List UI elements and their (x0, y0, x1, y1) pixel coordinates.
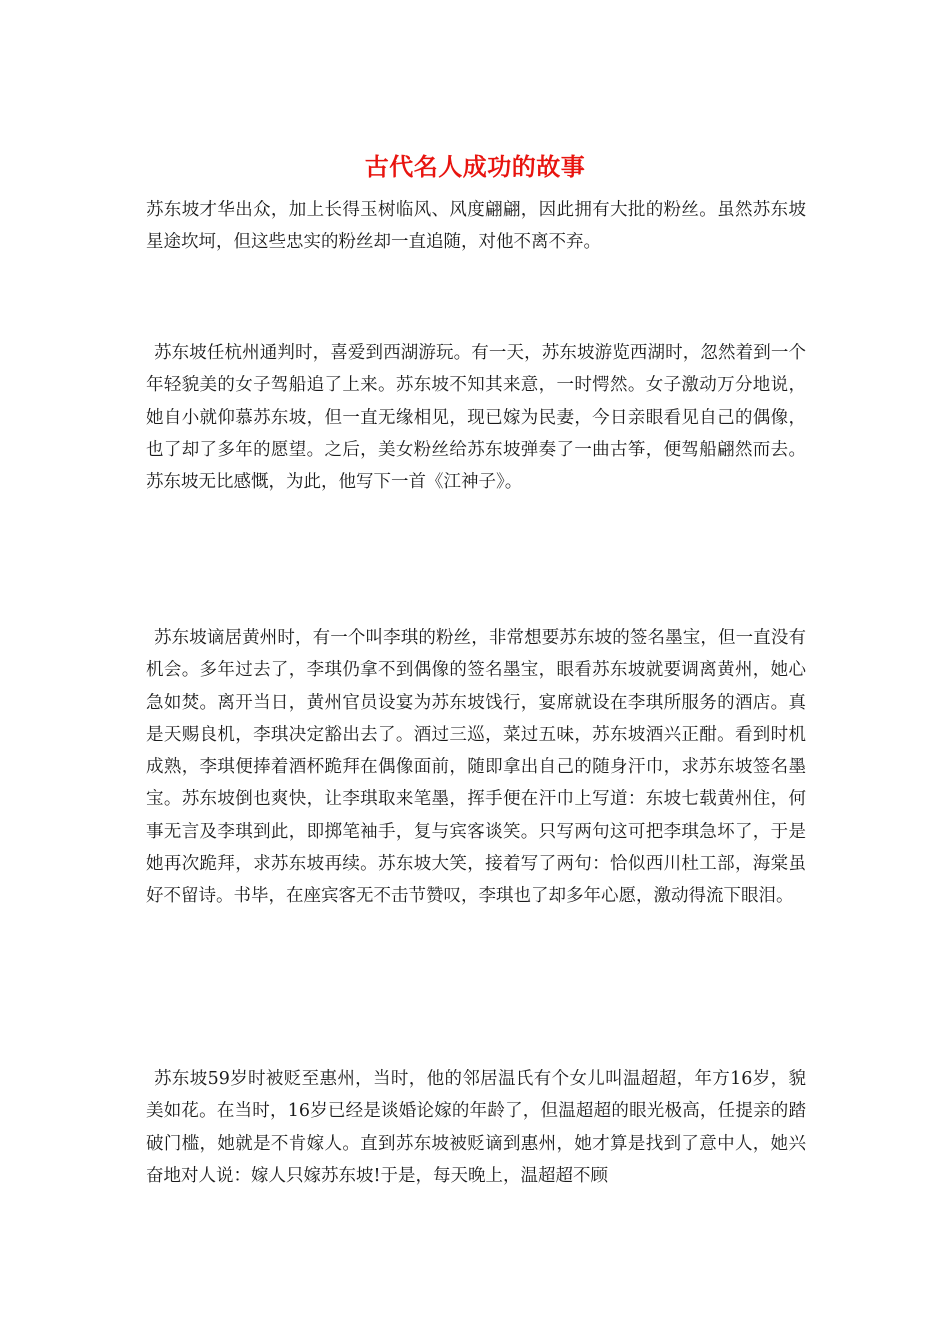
paragraph-huangzhou-story: 苏东坡谪居黄州时，有一个叫李琪的粉丝，非常想要苏东坡的签名墨宝，但一直没有机会。多年过去了，李琪仍拿不到偶像的签名墨宝，眼看苏东坡就要调离黄州，她心急如焚。离开当日，黄州官员设宴为苏东坡饯行，宴席就设在李琪所服务的酒店。真是天赐良机，李琪决定豁出去了。酒过三巡，菜过五味，苏东坡酒兴正酣。看到时机成熟，李琪便捧着酒杯跪拜在偶像面前，随即拿出自己的随身汗巾，求苏东坡签名墨宝。苏东坡倒也爽快，让李琪取来笔墨，挥手便在汗巾上写道：东坡七载黄州住，何事无言及李琪到此，即掷笔袖手，复与宾客谈笑。只写两句这可把李琪急坏了，于是她再次跪拜，求苏东坡再续。苏东坡大笑，接着写了两句：恰似西川杜工部，海棠虽好不留诗。书毕，在座宾客无不击节赞叹，李琪也了却多年心愿，激动得流下眼泪。 (146, 628, 806, 907)
paragraph-hangzhou-story: 苏东坡任杭州通判时，喜爱到西湖游玩。有一天，苏东坡游览西湖时，忽然着到一个年轻貌美的女子驾船追了上来。苏东坡不知其来意，一时愕然。女子激动万分地说，她自小就仰慕苏东坡，但一直无缘相见，现已嫁为民妻，今日亲眼看见自己的偶像，也了却了多年的愿望。之后，美女粉丝给苏东坡弹奏了一曲古筝，便驾船翩然而去。苏东坡无比感慨，为此，他写下一首《江神子》。 (146, 343, 806, 493)
paragraph-huizhou-story: 苏东坡59岁时被贬至惠州，当时，他的邻居温氏有个女儿叫温超超，年方16岁，貌美如花。在当时，16岁已经是谈婚论嫁的年龄了，但温超超的眼光极高，任提亲的踏破门槛，她就是不肯嫁人。直到苏东坡被贬谪到惠州，她才算是找到了意中人，她兴奋地对人说：嫁人只嫁苏东坡!于是，每天晚上，温超超不顾 (146, 1069, 806, 1186)
document-title: 古代名人成功的故事 (364, 152, 586, 181)
paragraph-intro: 苏东坡才华出众，加上长得玉树临风、风度翩翩，因此拥有大批的粉丝。虽然苏东坡星途坎坷，但这些忠实的粉丝却一直追随，对他不离不弃。 (146, 200, 806, 253)
